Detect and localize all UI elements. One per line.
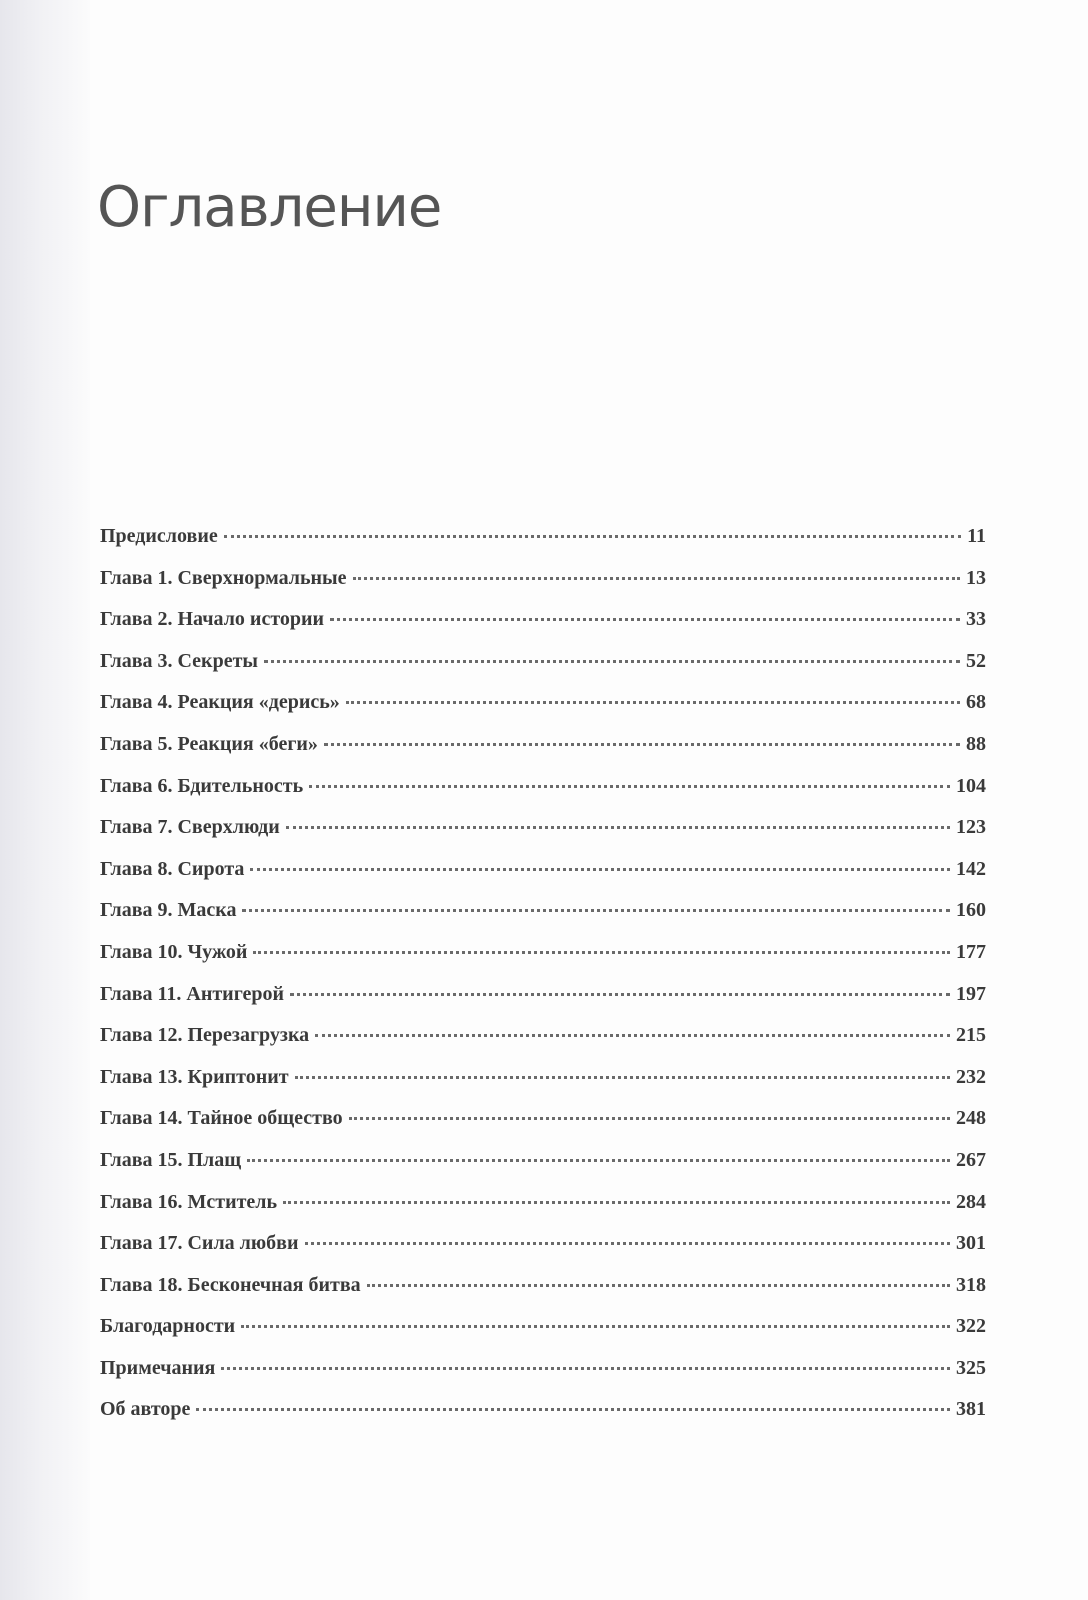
toc-entry-title: Глава 18. Бесконечная битва [100,1273,361,1296]
dot-leader [367,1284,950,1287]
toc-entry-page-number: 13 [966,566,986,589]
toc-entry-page-number: 318 [956,1273,986,1296]
toc-entry-page-number: 177 [956,940,986,963]
dot-leader [264,660,960,663]
dot-leader [309,785,950,788]
toc-entry-page-number: 52 [966,649,986,672]
dot-leader [290,993,950,996]
toc-entry-page-number: 197 [956,982,986,1005]
dot-leader [346,701,960,704]
toc-entry-page-number: 215 [956,1024,986,1047]
toc-entry-title: Глава 2. Начало истории [100,608,325,631]
toc-entry[interactable] [100,1063,986,1105]
toc-entry-title: Глава 8. Сирота [100,857,245,880]
toc-entry-title: Глава 16. Мститель [100,1190,278,1213]
toc-entry-page-number: 232 [956,1065,986,1088]
toc-entry-title: Глава 13. Криптонит [100,1065,289,1088]
toc-entry-page-number: 301 [956,1232,986,1255]
dot-leader [241,1325,950,1328]
dot-leader [315,1034,950,1037]
toc-entry-page-number: 123 [956,816,986,839]
toc-entry[interactable] [100,1146,986,1188]
table-of-contents [100,522,986,1437]
toc-entry[interactable] [100,1354,986,1396]
toc-entry-title: Глава 3. Секреты [100,649,259,672]
toc-entry[interactable] [100,772,986,814]
dot-leader [349,1117,950,1120]
toc-entry[interactable] [100,1104,986,1146]
dot-leader [250,868,950,871]
toc-entry-title: Глава 10. Чужой [100,940,248,963]
toc-entry[interactable] [100,688,986,730]
toc-entry-page-number: 381 [956,1398,986,1421]
toc-entry-page-number: 267 [956,1148,986,1171]
toc-entry-title: Глава 5. Реакция «беги» [100,732,318,755]
toc-entry-page-number: 88 [966,732,986,755]
toc-entry[interactable] [100,1312,986,1354]
toc-entry-page-number: 68 [966,691,986,714]
toc-entry-title: Глава 1. Сверхнормальные [100,566,347,589]
toc-entry[interactable] [100,1271,986,1313]
dot-leader [224,535,961,538]
dot-leader [324,743,960,746]
toc-entry-title: Глава 15. Плащ [100,1148,242,1171]
dot-leader [295,1076,950,1079]
dot-leader [286,826,950,829]
toc-entry-page-number: 142 [956,857,986,880]
dot-leader [330,618,960,621]
toc-entry[interactable] [100,855,986,897]
toc-entry[interactable] [100,1188,986,1230]
toc-entry-title: Об авторе [100,1398,191,1421]
toc-entry[interactable] [100,896,986,938]
toc-entry-page-number: 248 [956,1107,986,1130]
toc-entry-title: Примечания [100,1356,216,1379]
toc-entry-page-number: 284 [956,1190,986,1213]
toc-entry-title: Предисловие [100,525,218,547]
toc-entry-title: Глава 17. Сила любви [100,1232,299,1255]
page-title: Оглавление [97,175,442,240]
toc-entry-title: Глава 9. Маска [100,899,237,922]
toc-entry[interactable] [100,605,986,647]
dot-leader [305,1242,950,1245]
toc-entry[interactable] [100,647,986,689]
toc-entry-title: Глава 6. Бдительность [100,774,304,797]
toc-entry-title: Глава 14. Тайное общество [100,1107,343,1130]
toc-entry[interactable] [100,938,986,980]
toc-entry[interactable] [100,813,986,855]
toc-entry-page-number: 325 [956,1356,986,1379]
toc-entry[interactable] [100,1395,986,1437]
toc-entry-title: Глава 4. Реакция «дерись» [100,691,340,714]
dot-leader [247,1159,950,1162]
dot-leader [353,577,960,580]
toc-entry[interactable] [100,980,986,1022]
toc-entry[interactable] [100,564,986,606]
dot-leader [196,1408,950,1411]
toc-entry-page-number: 11 [967,525,986,547]
dot-leader [283,1201,950,1204]
toc-entry[interactable] [100,730,986,772]
toc-entry[interactable] [100,1229,986,1271]
dot-leader [242,909,950,912]
toc-entry[interactable] [100,1021,986,1063]
toc-entry-title: Глава 11. Антигерой [100,982,285,1005]
toc-entry-title: Глава 12. Перезагрузка [100,1024,310,1047]
toc-entry-page-number: 104 [956,774,986,797]
dot-leader [221,1367,950,1370]
toc-entry-page-number: 33 [966,608,986,631]
dot-leader [253,951,950,954]
toc-entry-title: Глава 7. Сверхлюди [100,816,280,839]
toc-entry[interactable] [100,522,986,564]
toc-entry-page-number: 160 [956,899,986,922]
toc-entry-title: Благодарности [100,1315,236,1338]
toc-entry-page-number: 322 [956,1315,986,1338]
